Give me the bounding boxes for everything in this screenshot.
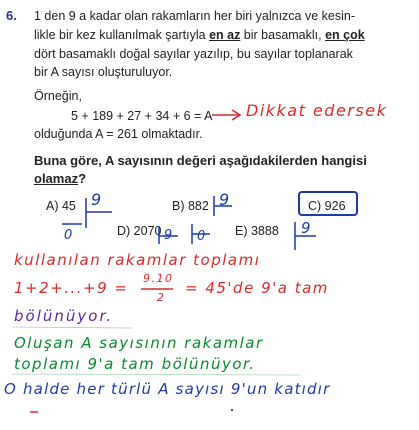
division-mark-b: [214, 196, 232, 216]
prompt-question-mark: ?: [78, 171, 87, 186]
bottom-dot: [231, 409, 233, 411]
annotation-line-4: Oluşan A sayısının rakamlar: [14, 334, 264, 352]
annotation-a-zero: 0: [64, 228, 74, 243]
option-d[interactable]: D) 2070: [117, 224, 162, 238]
annotation-line-3: bölünüyor.: [14, 307, 113, 325]
prompt-line-1: Buna göre, A sayısının değeri aşağıdakilerden hangisi: [34, 153, 367, 168]
question-line-1: 1 den 9 a kadar olan rakamların her biri yalnızca ve kesin-: [34, 9, 355, 23]
division-mark-a: [62, 198, 112, 228]
question-line-3: dört basamaklı doğal sayılar yazılıp, bu sayılar toplanarak: [34, 47, 353, 61]
annotation-line-1: kullanılan rakamlar toplamı: [14, 251, 261, 269]
annotation-fraction-denominator: 2: [157, 291, 166, 304]
example-result: olduğunda A = 261 olmaktadır.: [34, 127, 203, 141]
annotation-d-zero: 0: [197, 229, 207, 244]
annotation-line-6: O halde her türlü A sayısı 9'un katıdır: [4, 380, 331, 398]
division-mark-e: [295, 222, 316, 250]
answer-box-c: [299, 192, 357, 215]
question-line-2-mid: bir basamaklı,: [240, 28, 326, 42]
purple-underline: [12, 327, 132, 328]
annotation-a-nine: 9: [91, 190, 103, 209]
annotation-d-nine: 9: [164, 228, 174, 243]
emphasis-en-cok: en çok: [325, 28, 365, 42]
option-e[interactable]: E) 3888: [235, 224, 279, 238]
option-c[interactable]: C) 926: [308, 199, 346, 213]
annotation-dikkat-edersek: Dikkat edersek: [246, 101, 388, 120]
example-label: Örneğin,: [34, 89, 82, 103]
annotation-line-2-sum: 1+2+...+9 =: [14, 279, 129, 297]
red-arrow: [212, 110, 240, 120]
option-b[interactable]: B) 882: [172, 199, 209, 213]
annotation-line-2-rest: = 45'de 9'a tam: [185, 279, 329, 297]
annotation-fraction-numerator: 9.10: [143, 272, 174, 285]
emphasis-en-az: en az: [209, 28, 241, 42]
question-line-4: bir A sayısı oluşturuluyor.: [34, 65, 173, 79]
division-mark-d: [159, 224, 210, 244]
question-number: 6.: [6, 8, 17, 23]
prompt-olamaz: olamaz: [34, 171, 79, 186]
example-sum: 5 + 189 + 27 + 34 + 6 = A: [71, 109, 213, 123]
option-a[interactable]: A) 45: [46, 199, 76, 213]
annotation-b-nine: 9: [219, 190, 231, 209]
annotation-e-nine: 9: [301, 219, 312, 237]
green-underline: [12, 374, 300, 375]
annotation-line-5: toplamı 9'a tam bölünüyor.: [14, 355, 256, 373]
question-line-2-start: likle bir kez kullanılmak şartıyla: [34, 28, 210, 42]
